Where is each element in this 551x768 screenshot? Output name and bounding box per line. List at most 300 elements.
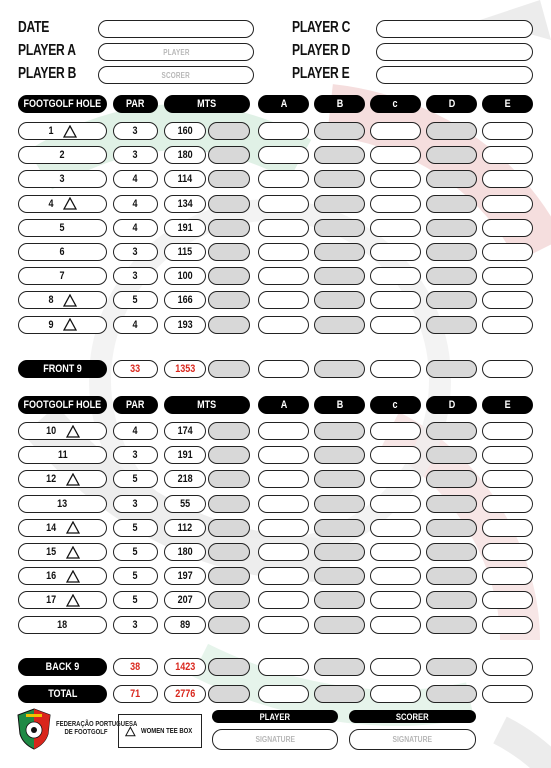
hole-cell xyxy=(18,122,107,140)
score-cell-player-a[interactable] xyxy=(258,616,309,634)
header-label: DATE xyxy=(18,19,50,36)
score-cell-player-e[interactable] xyxy=(482,543,533,561)
mts-shaded-cell[interactable] xyxy=(208,543,250,561)
scorer-signature-header xyxy=(349,710,476,723)
score-cell-player-b[interactable] xyxy=(314,470,365,488)
par-value: 3 xyxy=(132,246,139,258)
hole-number: 11 xyxy=(57,449,68,462)
header-field-player-a[interactable] xyxy=(98,43,254,61)
score-cell-player-d[interactable] xyxy=(426,219,477,237)
score-cell-player-d[interactable] xyxy=(426,316,477,334)
mts-shaded-cell[interactable] xyxy=(208,243,250,261)
header-label: PLAYER D xyxy=(292,42,351,59)
mts-shaded-cell[interactable] xyxy=(208,567,250,585)
score-cell-player-d[interactable] xyxy=(426,122,477,140)
mts-value: 112 xyxy=(177,521,193,534)
hole-number: 1 xyxy=(48,125,54,137)
hole-number: 6 xyxy=(59,246,66,258)
score-cell-player-e[interactable] xyxy=(482,470,533,488)
mts-cell xyxy=(164,591,206,609)
score-cell-player-b[interactable] xyxy=(314,122,365,140)
score-cell-player-e[interactable] xyxy=(482,616,533,634)
column-header xyxy=(370,396,421,414)
score-cell-player-c[interactable] xyxy=(370,591,421,609)
mts-shaded-cell[interactable] xyxy=(208,291,250,309)
score-cell-player-c[interactable] xyxy=(370,519,421,537)
column-header-label: B xyxy=(336,399,343,411)
par-cell xyxy=(113,146,158,164)
mts-shaded-cell[interactable] xyxy=(208,316,250,334)
column-header xyxy=(18,396,107,414)
score-cell-player-b[interactable] xyxy=(314,685,365,703)
hole-number: 18 xyxy=(57,618,68,631)
score-cell-player-b[interactable] xyxy=(314,291,365,309)
subtotal-par-value: 38 xyxy=(130,661,141,673)
par-value: 4 xyxy=(132,173,139,186)
score-cell-player-d[interactable] xyxy=(426,360,477,378)
mts-value: 191 xyxy=(177,449,193,462)
mts-shaded-cell[interactable] xyxy=(208,591,250,609)
subtotal-shaded-cell[interactable] xyxy=(208,685,250,703)
subtotal-mts xyxy=(164,360,206,378)
score-cell-player-d[interactable] xyxy=(426,470,477,488)
par-value: 5 xyxy=(132,594,139,607)
subtotal-mts xyxy=(164,685,206,703)
mts-shaded-cell[interactable] xyxy=(208,470,250,488)
score-cell-player-a[interactable] xyxy=(258,195,309,213)
column-header xyxy=(482,95,533,113)
mts-value: 115 xyxy=(177,246,193,258)
field-placeholder: PLAYER xyxy=(162,47,190,57)
women-tee-triangle-icon xyxy=(66,521,80,534)
score-cell-player-a[interactable] xyxy=(258,422,309,440)
hole-label-wrap xyxy=(59,270,65,282)
score-cell-player-e[interactable] xyxy=(482,495,533,513)
header-field-player-e[interactable] xyxy=(376,66,533,84)
score-cell-player-a[interactable] xyxy=(258,146,309,164)
hole-label-wrap xyxy=(48,318,77,331)
score-cell-player-a[interactable] xyxy=(258,685,309,703)
score-cell-player-e[interactable] xyxy=(482,360,533,378)
hole-cell xyxy=(18,446,107,464)
mts-value: 100 xyxy=(177,270,193,283)
mts-cell xyxy=(164,567,206,585)
mts-shaded-cell[interactable] xyxy=(208,422,250,440)
hole-label-wrap xyxy=(59,246,65,258)
score-cell-player-c[interactable] xyxy=(370,470,421,488)
column-header xyxy=(426,95,477,113)
score-cell-player-d[interactable] xyxy=(426,170,477,188)
score-cell-player-e[interactable] xyxy=(482,122,533,140)
score-cell-player-a[interactable] xyxy=(258,567,309,585)
subtotal-shaded-cell[interactable] xyxy=(208,360,250,378)
hole-number: 4 xyxy=(48,197,54,210)
score-cell-player-d[interactable] xyxy=(426,543,477,561)
header-field-player-c[interactable] xyxy=(376,20,533,38)
score-cell-player-b[interactable] xyxy=(314,360,365,378)
score-cell-player-c[interactable] xyxy=(370,360,421,378)
header-field-player-d[interactable] xyxy=(376,43,533,61)
score-cell-player-b[interactable] xyxy=(314,316,365,334)
score-cell-player-a[interactable] xyxy=(258,543,309,561)
column-header-label: D xyxy=(448,98,455,110)
women-tee-triangle-icon xyxy=(66,546,80,559)
mts-shaded-cell[interactable] xyxy=(208,519,250,537)
score-cell-player-e[interactable] xyxy=(482,685,533,703)
score-cell-player-c[interactable] xyxy=(370,170,421,188)
subtotal-text: TOTAL xyxy=(47,688,78,700)
mts-cell xyxy=(164,122,206,140)
mts-value: 89 xyxy=(179,618,191,631)
mts-shaded-cell[interactable] xyxy=(208,146,250,164)
women-tee-label: WOMEN TEE BOX xyxy=(140,727,192,735)
score-cell-player-c[interactable] xyxy=(370,243,421,261)
subtotal-shaded-cell[interactable] xyxy=(208,658,250,676)
score-cell-player-a[interactable] xyxy=(258,291,309,309)
hole-label-wrap xyxy=(45,594,80,607)
mts-shaded-cell[interactable] xyxy=(208,219,250,237)
score-cell-player-c[interactable] xyxy=(370,316,421,334)
score-cell-player-d[interactable] xyxy=(426,195,477,213)
header-label: PLAYER E xyxy=(292,65,350,82)
score-cell-player-e[interactable] xyxy=(482,146,533,164)
column-header xyxy=(18,95,107,113)
mts-shaded-cell[interactable] xyxy=(208,122,250,140)
score-cell-player-c[interactable] xyxy=(370,543,421,561)
score-cell-player-e[interactable] xyxy=(482,243,533,261)
column-header xyxy=(482,396,533,414)
column-header xyxy=(113,396,158,414)
score-cell-player-c[interactable] xyxy=(370,219,421,237)
hole-label-wrap xyxy=(48,125,77,138)
score-cell-player-a[interactable] xyxy=(258,122,309,140)
subtotal-par xyxy=(113,658,158,676)
par-value: 3 xyxy=(132,149,139,162)
mts-value: 218 xyxy=(177,473,193,486)
par-cell xyxy=(113,470,158,488)
mts-value: 55 xyxy=(179,497,191,510)
signature-placeholder: SIGNATURE xyxy=(255,735,295,744)
score-cell-player-e[interactable] xyxy=(482,446,533,464)
hole-label-wrap xyxy=(59,222,65,234)
par-value: 4 xyxy=(132,318,139,331)
score-cell-player-c[interactable] xyxy=(370,446,421,464)
score-cell-player-b[interactable] xyxy=(314,591,365,609)
score-cell-player-b[interactable] xyxy=(314,543,365,561)
column-header xyxy=(314,396,365,414)
par-value: 5 xyxy=(132,294,139,307)
subtotal-mts-value: 1423 xyxy=(174,661,196,673)
score-cell-player-c[interactable] xyxy=(370,122,421,140)
subtotal-mts-value: 2776 xyxy=(174,688,196,700)
hole-number: 12 xyxy=(45,473,57,486)
mts-value: 174 xyxy=(177,425,193,437)
score-cell-player-c[interactable] xyxy=(370,616,421,634)
par-value: 4 xyxy=(132,425,139,437)
score-cell-player-d[interactable] xyxy=(426,495,477,513)
par-cell xyxy=(113,567,158,585)
score-cell-player-a[interactable] xyxy=(258,470,309,488)
hole-number: 8 xyxy=(48,294,54,307)
par-cell xyxy=(113,243,158,261)
mts-value: 207 xyxy=(177,594,193,607)
hole-number: 5 xyxy=(59,221,66,234)
par-cell xyxy=(113,591,158,609)
mts-cell xyxy=(164,316,206,334)
par-value: 3 xyxy=(132,449,139,462)
hole-label-wrap xyxy=(56,619,68,631)
par-value: 3 xyxy=(132,497,139,510)
hole-number: 13 xyxy=(57,497,68,510)
score-cell-player-d[interactable] xyxy=(426,446,477,464)
score-cell-player-a[interactable] xyxy=(258,243,309,261)
score-cell-player-d[interactable] xyxy=(426,243,477,261)
mts-shaded-cell[interactable] xyxy=(208,267,250,285)
mts-shaded-cell[interactable] xyxy=(208,446,250,464)
hole-number: 10 xyxy=(45,425,57,437)
column-header-label: c xyxy=(392,98,399,110)
mts-shaded-cell[interactable] xyxy=(208,616,250,634)
player-signature-header-label: PLAYER xyxy=(259,711,291,722)
score-cell-player-a[interactable] xyxy=(258,446,309,464)
hole-label-wrap xyxy=(45,473,80,486)
score-cell-player-a[interactable] xyxy=(258,219,309,237)
subtotal-par xyxy=(113,685,158,703)
score-cell-player-a[interactable] xyxy=(258,170,309,188)
women-tee-triangle-icon xyxy=(63,197,77,210)
score-cell-player-b[interactable] xyxy=(314,519,365,537)
header-field-date[interactable] xyxy=(98,20,254,38)
hole-label-wrap xyxy=(56,498,68,510)
header-field-player-b[interactable] xyxy=(98,66,254,84)
column-header-label: A xyxy=(280,98,287,110)
score-cell-player-e[interactable] xyxy=(482,195,533,213)
score-cell-player-a[interactable] xyxy=(258,495,309,513)
score-cell-player-c[interactable] xyxy=(370,422,421,440)
hole-number: 17 xyxy=(45,594,57,607)
hole-label-wrap xyxy=(45,570,80,583)
hole-label-wrap xyxy=(48,294,77,307)
score-cell-player-b[interactable] xyxy=(314,170,365,188)
player-signature-header xyxy=(212,710,338,723)
mts-cell xyxy=(164,543,206,561)
score-cell-player-b[interactable] xyxy=(314,495,365,513)
par-value: 4 xyxy=(132,221,139,234)
score-cell-player-b[interactable] xyxy=(314,267,365,285)
hole-cell xyxy=(18,591,107,609)
column-header-label: E xyxy=(504,98,511,110)
par-cell xyxy=(113,495,158,513)
par-cell xyxy=(113,519,158,537)
score-cell-player-d[interactable] xyxy=(426,591,477,609)
par-cell xyxy=(113,446,158,464)
hole-label-wrap xyxy=(45,521,80,534)
score-cell-player-e[interactable] xyxy=(482,658,533,676)
hole-cell xyxy=(18,543,107,561)
fpfg-shield-logo-icon xyxy=(17,708,51,750)
score-cell-player-b[interactable] xyxy=(314,616,365,634)
score-cell-player-b[interactable] xyxy=(314,146,365,164)
score-cell-player-c[interactable] xyxy=(370,567,421,585)
mts-shaded-cell[interactable] xyxy=(208,495,250,513)
par-value: 5 xyxy=(132,521,139,534)
column-header xyxy=(258,396,309,414)
column-header xyxy=(258,95,309,113)
hole-cell xyxy=(18,422,107,440)
header-label: PLAYER C xyxy=(292,19,351,36)
subtotal-par-value: 33 xyxy=(130,363,141,375)
header-label: PLAYER A xyxy=(18,42,76,59)
score-cell-player-a[interactable] xyxy=(258,267,309,285)
score-cell-player-c[interactable] xyxy=(370,267,421,285)
par-cell xyxy=(113,219,158,237)
subtotal-label xyxy=(18,685,107,703)
column-header-label: PAR xyxy=(126,399,145,411)
women-tee-triangle-icon xyxy=(66,570,80,583)
mts-shaded-cell[interactable] xyxy=(208,195,250,213)
hole-cell xyxy=(18,170,107,188)
subtotal-text: BACK 9 xyxy=(45,661,80,673)
column-header-label: A xyxy=(280,399,287,411)
column-header-label: c xyxy=(392,399,399,411)
mts-value: 180 xyxy=(177,149,193,162)
mts-cell xyxy=(164,446,206,464)
hole-label-wrap xyxy=(45,546,80,559)
mts-cell xyxy=(164,170,206,188)
hole-number: 9 xyxy=(48,318,54,331)
hole-cell xyxy=(18,616,107,634)
score-cell-player-c[interactable] xyxy=(370,195,421,213)
par-cell xyxy=(113,170,158,188)
mts-cell xyxy=(164,219,206,237)
score-cell-player-a[interactable] xyxy=(258,316,309,334)
mts-value: 180 xyxy=(177,546,193,558)
column-header-label: E xyxy=(504,399,511,411)
women-tee-legend xyxy=(118,714,202,748)
hole-cell xyxy=(18,316,107,334)
column-header-label: FOOTGOLF HOLE xyxy=(23,399,102,411)
score-cell-player-b[interactable] xyxy=(314,243,365,261)
score-cell-player-a[interactable] xyxy=(258,360,309,378)
score-cell-player-c[interactable] xyxy=(370,658,421,676)
par-cell xyxy=(113,291,158,309)
hole-cell xyxy=(18,243,107,261)
score-cell-player-d[interactable] xyxy=(426,291,477,309)
subtotal-par-value: 71 xyxy=(130,688,141,700)
subtotal-par xyxy=(113,360,158,378)
score-cell-player-d[interactable] xyxy=(426,658,477,676)
par-cell xyxy=(113,616,158,634)
score-cell-player-d[interactable] xyxy=(426,422,477,440)
hole-number: 7 xyxy=(59,270,66,283)
subtotal-label xyxy=(18,360,107,378)
score-cell-player-d[interactable] xyxy=(426,685,477,703)
par-value: 5 xyxy=(132,546,139,558)
score-cell-player-c[interactable] xyxy=(370,291,421,309)
score-cell-player-b[interactable] xyxy=(314,446,365,464)
score-cell-player-d[interactable] xyxy=(426,567,477,585)
column-header-label: MTS xyxy=(197,399,217,411)
score-cell-player-c[interactable] xyxy=(370,146,421,164)
mts-cell xyxy=(164,495,206,513)
women-tee-triangle-icon xyxy=(63,318,77,331)
women-tee-triangle-icon xyxy=(66,594,80,607)
par-value: 5 xyxy=(132,473,139,486)
score-cell-player-d[interactable] xyxy=(426,146,477,164)
score-cell-player-e[interactable] xyxy=(482,291,533,309)
score-cell-player-a[interactable] xyxy=(258,658,309,676)
score-cell-player-e[interactable] xyxy=(482,422,533,440)
field-placeholder: SCORER xyxy=(161,70,191,80)
par-cell xyxy=(113,316,158,334)
par-cell xyxy=(113,422,158,440)
column-header-label: FOOTGOLF HOLE xyxy=(23,98,102,110)
hole-label-wrap xyxy=(48,197,77,210)
score-cell-player-b[interactable] xyxy=(314,195,365,213)
hole-number: 3 xyxy=(59,173,66,186)
score-cell-player-b[interactable] xyxy=(314,219,365,237)
hole-label-wrap xyxy=(45,425,80,438)
score-cell-player-e[interactable] xyxy=(482,591,533,609)
score-cell-player-c[interactable] xyxy=(370,685,421,703)
scorer-signature-field[interactable] xyxy=(349,729,476,750)
mts-shaded-cell[interactable] xyxy=(208,170,250,188)
hole-cell xyxy=(18,291,107,309)
player-signature-field[interactable] xyxy=(212,729,338,750)
federation-name-line2: DE FOOTGOLF xyxy=(64,729,108,736)
hole-cell xyxy=(18,219,107,237)
hole-cell xyxy=(18,195,107,213)
subtotal-mts-value: 1353 xyxy=(174,363,196,375)
score-cell-player-e[interactable] xyxy=(482,316,533,334)
women-tee-triangle-icon xyxy=(125,724,136,739)
score-cell-player-e[interactable] xyxy=(482,519,533,537)
score-cell-player-b[interactable] xyxy=(314,422,365,440)
mts-value: 193 xyxy=(177,318,193,331)
hole-cell xyxy=(18,470,107,488)
column-header xyxy=(164,396,250,414)
women-tee-triangle-icon xyxy=(66,473,80,486)
score-cell-player-b[interactable] xyxy=(314,567,365,585)
score-cell-player-c[interactable] xyxy=(370,495,421,513)
hole-label-wrap xyxy=(59,149,65,161)
score-cell-player-d[interactable] xyxy=(426,519,477,537)
par-value: 3 xyxy=(132,125,139,137)
score-cell-player-b[interactable] xyxy=(314,658,365,676)
mts-value: 134 xyxy=(177,197,193,210)
score-cell-player-e[interactable] xyxy=(482,219,533,237)
score-cell-player-d[interactable] xyxy=(426,616,477,634)
score-cell-player-a[interactable] xyxy=(258,591,309,609)
column-header xyxy=(113,95,158,113)
women-tee-triangle-icon xyxy=(63,294,77,307)
score-cell-player-e[interactable] xyxy=(482,567,533,585)
hole-number: 16 xyxy=(45,570,57,583)
score-cell-player-a[interactable] xyxy=(258,519,309,537)
column-header-label: MTS xyxy=(197,98,217,110)
column-header-label: B xyxy=(336,98,343,110)
hole-cell xyxy=(18,267,107,285)
score-cell-player-e[interactable] xyxy=(482,267,533,285)
score-cell-player-d[interactable] xyxy=(426,267,477,285)
mts-value: 166 xyxy=(177,294,193,307)
score-cell-player-e[interactable] xyxy=(482,170,533,188)
column-header xyxy=(164,95,250,113)
header-label: PLAYER B xyxy=(18,65,77,82)
hole-number: 15 xyxy=(45,546,57,558)
scorer-signature-header-label: SCORER xyxy=(396,711,429,722)
par-cell xyxy=(113,122,158,140)
